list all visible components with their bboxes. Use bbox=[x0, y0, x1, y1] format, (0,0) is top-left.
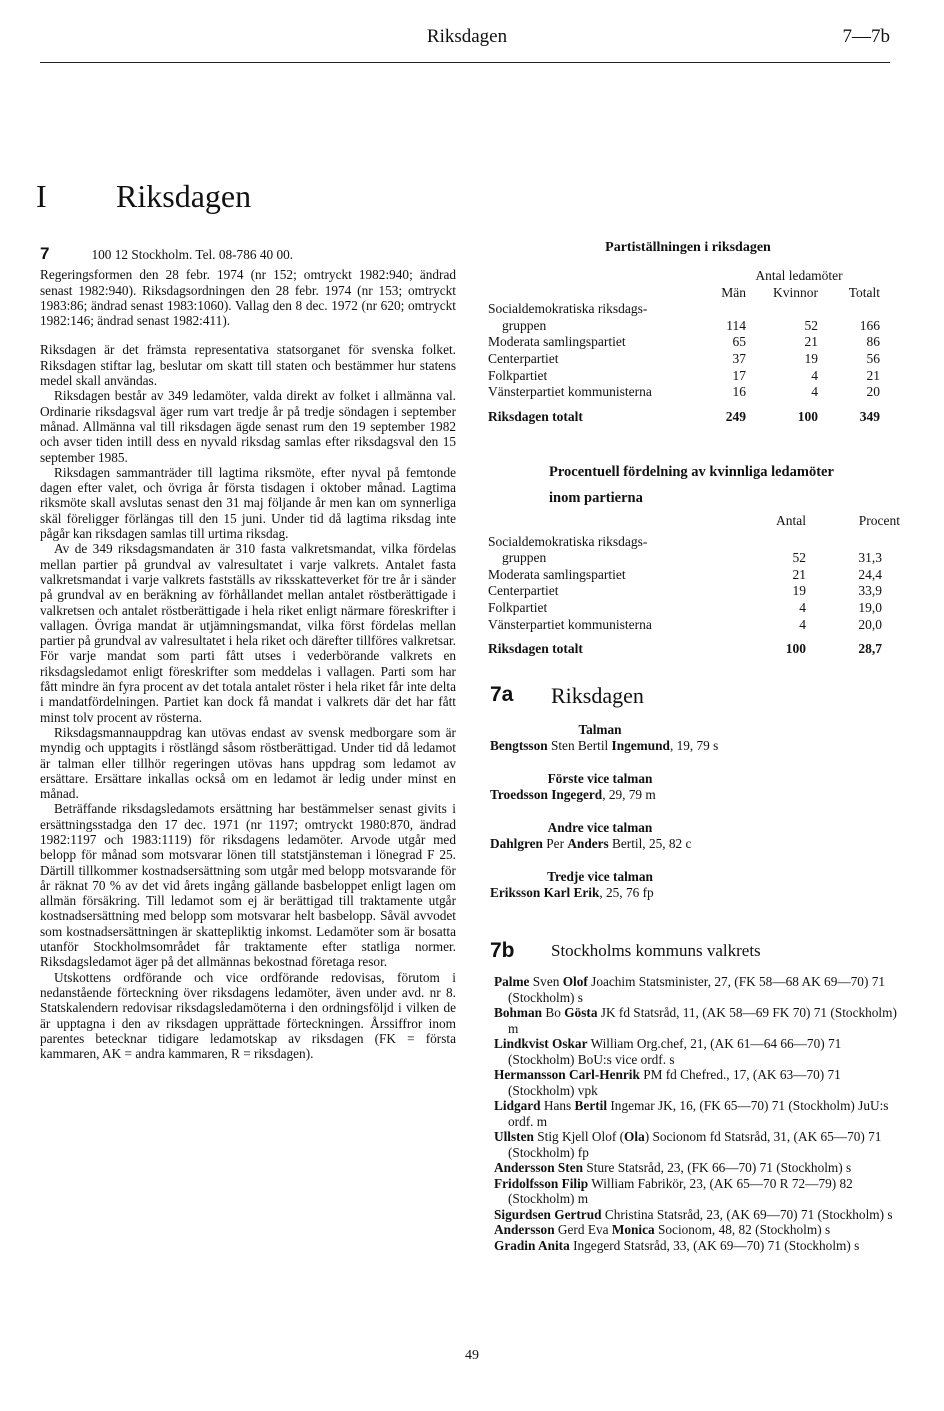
women-table-title bbox=[549, 459, 834, 511]
cell-women: 21 bbox=[804, 334, 818, 350]
table-row bbox=[488, 550, 900, 567]
paragraph: Utskottens ordförande och vice ordförande redovisas, förutom i nedanstående förteckning över riksdagens ledamöter, även under avd. nr 8. Statskalendern redovisar riksdagsledamöterna i den ordningsföljd i vilken de är upptagna i den av riksdagen upprättade förteckningen. Årssiffror inom parentes betecknar tidigare ledamotskap av riksdagen (FK = första kammaren, AK = andra kammaren, R = riksdagen). bbox=[40, 969, 456, 1062]
paragraph: Av de 349 riksdagsmandaten är 310 fasta valkretsmandat, vilka fördelas mellan partier på grundval av valresultatet i varje valkrets. Antalet fasta valkretsmandat i varje valkrets fastställs av riksskatteverket för tre år i sänder på grundval av en beräkning av förhållandet mellan antalet röstberättigade i valkretsen och antalet röstberättigade i hela riket enligt närmare föreskrifter i vallagen. Övriga mandat är utjämningsmandat, vilka först fördelas mellan partier på grundval av valresultatet i hela riket och därefter tillföres valkretsar. För varje mandat som parti fått utses i vederbörande valkrets en riksdagsledamot enligt föreskrifter som meddelas i vallagen. Parti som har fått mindre än fyra procent av det totala antalet röster i hela riket får inte delta i mandatfördelningen. Partiet kan dock få mandat i valkrets där det har fått minst tolv procent av rösterna. bbox=[40, 541, 456, 725]
surname: Troedsson Ingegerd bbox=[490, 786, 603, 802]
details: JK fd Statsråd, 11, (AK 58—69 FK 70) 71 (Stockholm) m bbox=[508, 1005, 897, 1036]
total-label: Riksdagen totalt bbox=[488, 641, 583, 657]
total-percent: 28,7 bbox=[858, 641, 882, 657]
column-header: Procent bbox=[858, 513, 900, 528]
surname: Gradin Anita bbox=[494, 1237, 570, 1253]
officer-entry bbox=[490, 885, 710, 901]
given-names: Sten Bertil bbox=[547, 737, 612, 753]
cell-total: 21 bbox=[866, 367, 880, 383]
table-row bbox=[488, 351, 880, 368]
cell-men: 114 bbox=[726, 317, 746, 333]
details: William Org.chef, 21, (AK 61—64 66—70) 71 (Stockholm) BoU:s vice ordf. s bbox=[508, 1036, 842, 1067]
column-header: Totalt bbox=[848, 284, 880, 300]
member-entry bbox=[494, 1005, 904, 1036]
details: ) Socionom fd Statsråd, 31, (AK 65—70) 71 (Stockholm) fp bbox=[508, 1129, 882, 1160]
officer-role: Andre vice talman bbox=[547, 820, 653, 835]
given-names: Per bbox=[542, 835, 568, 851]
member-list bbox=[494, 974, 904, 1253]
total-men: 249 bbox=[725, 408, 746, 424]
surname: Dahlgren bbox=[490, 835, 543, 851]
total-row bbox=[488, 401, 880, 426]
total-women: 100 bbox=[797, 408, 818, 424]
cell-total: 20 bbox=[866, 384, 880, 400]
column-group-header: Antal ledamöter bbox=[755, 268, 843, 283]
running-header-title: Riksdagen bbox=[426, 26, 508, 47]
cell-percent: 20,0 bbox=[858, 616, 882, 632]
cell-percent: 24,4 bbox=[858, 566, 882, 582]
women-table bbox=[488, 513, 900, 658]
surname: Hermansson Carl-Henrik bbox=[494, 1067, 640, 1082]
cell-count: 19 bbox=[792, 583, 806, 599]
subsection-7b-title: Stockholms kommuns valkrets bbox=[551, 941, 761, 960]
party-name: Socialdemokratiska riksdags- bbox=[488, 533, 648, 549]
details: Socionom, 48, 82 (Stockholm) s bbox=[654, 1222, 831, 1237]
cell-men: 16 bbox=[732, 384, 746, 400]
surname: Fridolfsson Filip bbox=[494, 1175, 589, 1191]
member-entry bbox=[494, 1036, 904, 1067]
running-header-section: 7—7b bbox=[842, 26, 890, 47]
column-header: Kvinnor bbox=[773, 284, 818, 300]
party-name: Folkpartiet bbox=[488, 599, 548, 615]
paragraph: Riksdagen består av 349 ledamöter, valda direkt av folket i allmänna val. Ordinarie riksdagsval äger rum vart tredje år på tredje söndagen i september månad. Allmänna val till riksdagen ägde senast rum den 19 september 1982 och avser tiden intill dess en nyvald riksdag samlas efter riksdagsval den 15 september 1985. bbox=[40, 388, 456, 465]
details: PM fd Chefred., 17, (AK 63—70) 71 (Stockholm) vpk bbox=[508, 1067, 841, 1098]
entry-number: 7 bbox=[40, 244, 50, 263]
member-entry bbox=[494, 1129, 904, 1160]
member-entry bbox=[494, 1222, 904, 1238]
entry-7-heading bbox=[40, 246, 456, 262]
officer-block bbox=[490, 771, 710, 802]
subsection-7a-title: Riksdagen bbox=[551, 683, 644, 708]
table-row bbox=[488, 384, 880, 401]
surname: Lidgard bbox=[494, 1098, 541, 1113]
officer-role: Tredje vice talman bbox=[547, 869, 653, 884]
surname: Lindkvist Oskar bbox=[494, 1036, 588, 1051]
surname: Ullsten bbox=[494, 1129, 534, 1144]
details: Joachim Statsminister, 27, (FK 58—68 AK 69—70) 71 (Stockholm) s bbox=[508, 974, 885, 1005]
given-names: Gerd Eva bbox=[554, 1222, 612, 1237]
details: Bertil, 25, 82 c bbox=[608, 835, 692, 851]
surname: Andersson Sten bbox=[494, 1160, 584, 1175]
given-names: Hans bbox=[540, 1098, 575, 1113]
party-name: Centerpartiet bbox=[488, 583, 559, 599]
cell-women: 4 bbox=[811, 367, 818, 383]
call-name: Ingemund bbox=[611, 737, 670, 753]
entry-address: 100 12 Stockholm. Tel. 08-786 40 00. bbox=[91, 247, 294, 262]
surname: Bengtsson bbox=[490, 737, 548, 753]
party-name: Moderata samlingspartiet bbox=[488, 566, 626, 582]
cell-women: 52 bbox=[804, 317, 818, 333]
surname: Andersson bbox=[494, 1222, 555, 1237]
call-name: Bertil bbox=[574, 1098, 608, 1113]
party-name: Moderata samlingspartiet bbox=[488, 334, 626, 350]
party-name: Socialdemokratiska riksdags- bbox=[488, 301, 648, 317]
party-name: gruppen bbox=[502, 550, 547, 566]
cell-total: 166 bbox=[859, 317, 880, 333]
total-total: 349 bbox=[859, 408, 880, 424]
table-row bbox=[488, 600, 900, 617]
details: , 19, 79 s bbox=[669, 737, 719, 753]
surname: Eriksson Karl Erik bbox=[490, 884, 600, 900]
cell-count: 52 bbox=[792, 550, 806, 566]
paragraph: Riksdagsmannauppdrag kan utövas endast av svensk medborgare som är myndig och upptagits i röstlängd såsom röstberättigad. Under tid då ledamot är talman eller tillhör regeringen utövas hans uppdrag som ledamot av ersättare. Ersättare inkallas också om en ledamot är ledig under minst en månad. bbox=[40, 724, 456, 802]
subsection-7b-number: 7b bbox=[490, 939, 515, 962]
details: , 25, 76 fp bbox=[599, 884, 654, 900]
paragraph: Riksdagen sammanträder till lagtima riksmöte, efter nyval på femtonde dagen efter valet, och övriga år första tisdagen i oktober månad. Lagtima riksmöte skall avslutas senast den 31 maj följande år men kan om synnerliga skäl föreligger förlängas till den 15 juni. Under tid då lagtima riksdag inte pågår kan riksdagen samlas till urtima riksdag. bbox=[40, 464, 456, 542]
total-count: 100 bbox=[785, 641, 806, 657]
left-column bbox=[40, 246, 456, 1061]
member-entry bbox=[494, 1238, 904, 1254]
table-row bbox=[488, 318, 880, 335]
page-number: 49 bbox=[465, 1348, 479, 1363]
details: Ingegerd Statsråd, 33, (AK 69—70) 71 (Stockholm) s bbox=[569, 1237, 860, 1253]
women-table-title-line: Procentuell fördelning av kvinnliga ledamöter bbox=[549, 464, 834, 480]
officer-block bbox=[490, 722, 719, 753]
member-entry bbox=[494, 1098, 904, 1129]
section-number: I bbox=[36, 178, 47, 214]
member-entry bbox=[494, 1207, 904, 1223]
party-table bbox=[488, 268, 888, 425]
party-name: Vänsterpartiet kommunisterna bbox=[488, 384, 652, 400]
column-header: Män bbox=[721, 284, 746, 300]
cell-men: 37 bbox=[732, 350, 746, 366]
party-name: Centerpartiet bbox=[488, 350, 559, 366]
table-row bbox=[488, 583, 900, 600]
total-row bbox=[488, 633, 900, 658]
officer-entry bbox=[490, 737, 719, 754]
cell-percent: 31,3 bbox=[858, 550, 882, 566]
table-row bbox=[488, 368, 880, 385]
party-name: gruppen bbox=[502, 317, 547, 333]
officer-entry bbox=[490, 836, 710, 852]
call-name: Anders bbox=[567, 835, 609, 851]
column-header: Antal bbox=[776, 513, 806, 528]
party-table-title: Partiställningen i riksdagen bbox=[605, 240, 771, 255]
table-row bbox=[488, 334, 880, 351]
officer-entry bbox=[490, 787, 710, 803]
table-row bbox=[488, 567, 900, 584]
subsection-7a-number: 7a bbox=[490, 683, 514, 706]
surname: Palme bbox=[494, 974, 530, 989]
cell-count: 21 bbox=[792, 566, 806, 582]
paragraph: Riksdagen är det främsta representativa statsorganet för svenska folket. Riksdagen stiftar lag, beslutar om skatt till staten och bestämmer hur statens medel skall användas. bbox=[40, 342, 456, 389]
officer-block bbox=[490, 820, 710, 851]
member-entry bbox=[494, 1176, 904, 1207]
officer-role: Talman bbox=[578, 722, 622, 737]
call-name: Olof bbox=[562, 974, 588, 989]
details: Ingemar JK, 16, (FK 65—70) 71 (Stockholm) JuU:s ordf. m bbox=[508, 1098, 889, 1129]
given-names: Stig Kjell Olof ( bbox=[533, 1129, 625, 1144]
given-names: Sven bbox=[529, 974, 563, 989]
details: , 29, 79 m bbox=[602, 786, 656, 802]
women-table-title-line: inom partierna bbox=[549, 490, 643, 506]
officer-role: Förste vice talman bbox=[547, 771, 653, 786]
paragraph: Beträffande riksdagsledamots ersättning har bestämmelser senast givits i ersättningsstadga den 17 dec. 1971 (nr 1197; omtryckt 1980:870, ändrad 1982:1197 och 1983:1119) för riksdagens ledamöter. Arvode utgår med belopp för månad som motsvarar lönen till statstjänsteman i lönegrad F 25. Därtill tillkommer kostnadsersättning som utgår med belopp motsvarande för år räknat 70 % av det vid årets ingång gällande basbeloppet enligt lagen om allmän försäkring. Till ledamot som ej är berättigad till traktamente utgår kostnadsersättning med belopp som motsvarar helt basbelopp. Såväl avvodet som kostnadsersättningen är skattepliktig inkomst. Ledamöter som är bosatta utanför Stockholmsområdet får traktamente efter statliga normer. Riksdagsledamot äger på det allmännas bekostnad företaga resor. bbox=[40, 801, 456, 970]
call-name: Gösta bbox=[564, 1005, 598, 1020]
cell-women: 19 bbox=[804, 350, 818, 366]
officer-block bbox=[490, 869, 710, 900]
cell-women: 4 bbox=[811, 384, 818, 400]
call-name: Ola bbox=[624, 1129, 645, 1144]
header-rule bbox=[40, 62, 890, 63]
details: Christina Statsråd, 23, (AK 69—70) 71 (Stockholm) s bbox=[601, 1206, 893, 1222]
cell-percent: 33,9 bbox=[858, 583, 882, 599]
surname: Bohman bbox=[494, 1005, 543, 1020]
total-label: Riksdagen totalt bbox=[488, 408, 583, 424]
cell-count: 4 bbox=[799, 599, 806, 615]
cell-total: 56 bbox=[866, 350, 880, 366]
table-row bbox=[488, 617, 900, 634]
cell-total: 86 bbox=[866, 334, 880, 350]
given-names: Bo bbox=[542, 1005, 565, 1020]
cell-men: 65 bbox=[732, 334, 746, 350]
cell-count: 4 bbox=[799, 616, 806, 632]
details: Sture Statsråd, 23, (FK 66—70) 71 (Stockholm) s bbox=[583, 1160, 852, 1175]
party-name: Vänsterpartiet kommunisterna bbox=[488, 616, 652, 632]
legal-references: Regeringsformen den 28 febr. 1974 (nr 152; omtryckt 1982:940; ändrad senast 1982:940). Riksdagsordningen den 28 febr. 1974 (nr 153; omtryckt 1983:86; ändrad senast 1983:1060). Vallag den 8 dec. 1972 (nr 620; omtryckt 1982:146; ändrad senast 1982:411). bbox=[40, 267, 456, 329]
member-entry bbox=[494, 1067, 904, 1098]
member-entry bbox=[494, 974, 904, 1005]
cell-percent: 19,0 bbox=[858, 599, 882, 615]
surname: Sigurdsen Gertrud bbox=[494, 1206, 602, 1222]
party-name: Folkpartiet bbox=[488, 367, 548, 383]
member-entry bbox=[494, 1160, 904, 1176]
section-title: Riksdagen bbox=[116, 178, 252, 214]
cell-men: 17 bbox=[732, 367, 746, 383]
details: William Fabrikör, 23, (AK 65—70 R 72—79) 82 (Stockholm) m bbox=[508, 1175, 853, 1206]
call-name: Monica bbox=[611, 1222, 655, 1237]
